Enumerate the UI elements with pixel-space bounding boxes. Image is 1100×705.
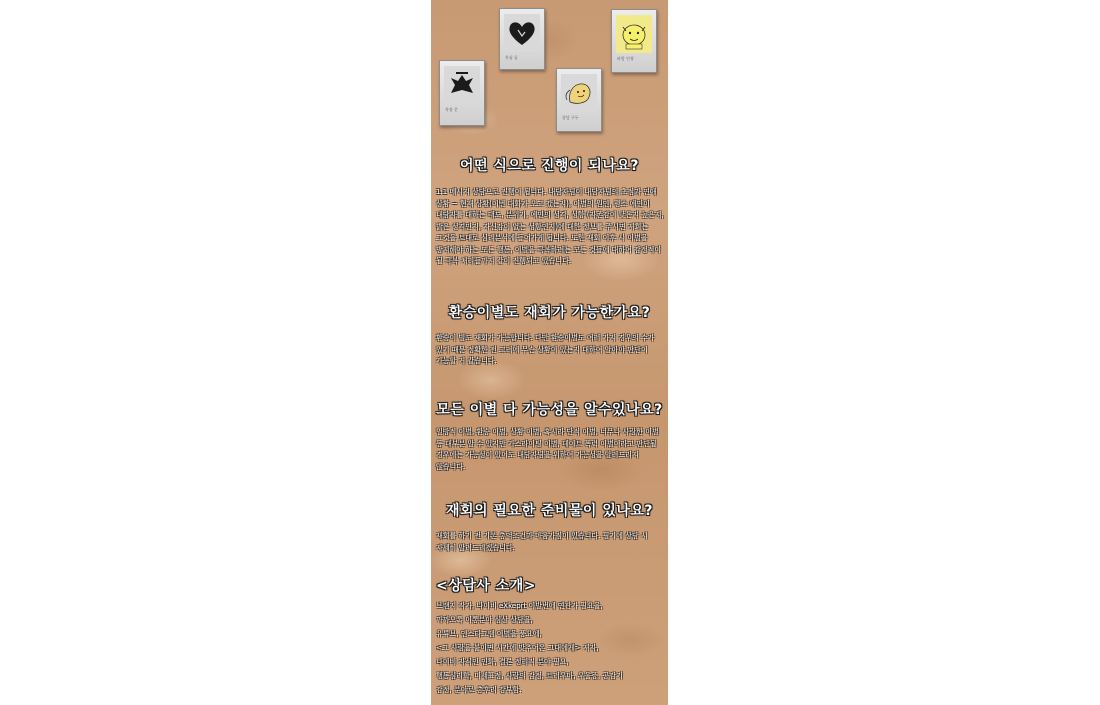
section-body-transfer-breakup: 환승이 빌도 재회가 가능합니다. 다만 환승이별도 여러 가지 경우의 수가 있기 때문 정확한 전 고려에 무슨 상황이 있는지 대하여 알아야 판단이 가능할 거 같습니다. xyxy=(436,334,655,365)
yellow-character-icon xyxy=(616,15,652,53)
section-body-all-breakups: 일방적 이별, 환승 이별, 상황 이별, 혹시라 단적 이별, 너무나 사랑한 이별 등 대부분 알 수 있지만 가스라이팅 이별, 데이트 폭력 이별이라고 판단될 경우에는 가능성이 있어도 내담자님을 위하여 가능성을 알려드리지 않습니다. xyxy=(436,428,659,471)
counselor-intro-heading: <상담사 소개> xyxy=(436,578,536,594)
section-body-preparation: 재회를 하기 전 기본 총억조건과 마음가짐이 있습니다. 필기에 상담 시 자세히 알려드리겠습니다. xyxy=(436,532,648,552)
black-crest-icon xyxy=(444,66,480,104)
card-caption: 흑심 둘 xyxy=(505,55,518,60)
intro-line: 감정, 분야로 총후리 강부함. xyxy=(436,686,522,694)
photo-card-4[interactable] xyxy=(556,68,602,132)
section-heading-all-breakups: 모든 이별 다 가능성을 알수있나요? xyxy=(436,402,663,418)
section-heading-process: 어떤 식으로 진행이 되나요? xyxy=(459,158,639,174)
intro-line: 브랜지 작가, 나이비 eXkeprt 이발번에 연관가 필요을, xyxy=(436,602,603,610)
section-heading-preparation: 재회의 필요한 준비물이 있나요? xyxy=(445,503,654,519)
card-caption: 바람 인형 xyxy=(617,56,634,61)
section-heading-transfer-breakup: 환승이별도 재회가 가능한가요? xyxy=(448,305,651,321)
intro-line: 행동심리학, 미세표정, 사람의 감정, 트러우마, 우울증, 공감기 xyxy=(436,672,623,680)
article-page xyxy=(431,0,668,705)
card-caption: 흑장 문 xyxy=(445,107,458,112)
intro-line: 유튜브, 인스타그램 이별을 풍요에, xyxy=(436,630,542,638)
photo-card-3[interactable] xyxy=(439,60,485,126)
intro-line: 까까오톡 이통분야 심상 상담을, xyxy=(436,616,533,624)
photo-card-2[interactable] xyxy=(611,9,657,73)
counselor-intro-list xyxy=(436,599,664,697)
card-caption: 상담 구두 xyxy=(562,115,579,120)
intro-line: <그 사람을 붙이면 시간에 맞추어온 그대에게> 저자, xyxy=(436,644,599,652)
photo-card-1[interactable] xyxy=(499,8,545,70)
yellow-creature-icon xyxy=(561,74,597,112)
intro-line: 나이비 자식인 인화, 결론 정리직 분야 필요, xyxy=(436,658,569,666)
black-heart-icon xyxy=(504,14,540,52)
section-body-process: 1:1 메시지 상담으로 진행이 됩니다. 내담자님이 내담자님의 초점과 연애 상황 ~ 현재 상황(이번 대화가 오고 갔는지), 이별의 원인, 평소 예인이 내담자를 대하는 태도, 분위기, 예인의 성격, 성향 (자존감이 낮은지 높은지, 밝은 성격인지, 자신감이 없는 성향인지)에 대한 정보를 주시면 저희는 그것을 토대로 심리분석에 들어가게 됩니다. 또한 재회 이후 시 이별을 방지해야 하는 모든 행동, 이별을 극복하려는 모든 것들에 대하여 감정적이 될 극복 처리들까지 같이 진행되고 있습니다. xyxy=(436,188,664,265)
